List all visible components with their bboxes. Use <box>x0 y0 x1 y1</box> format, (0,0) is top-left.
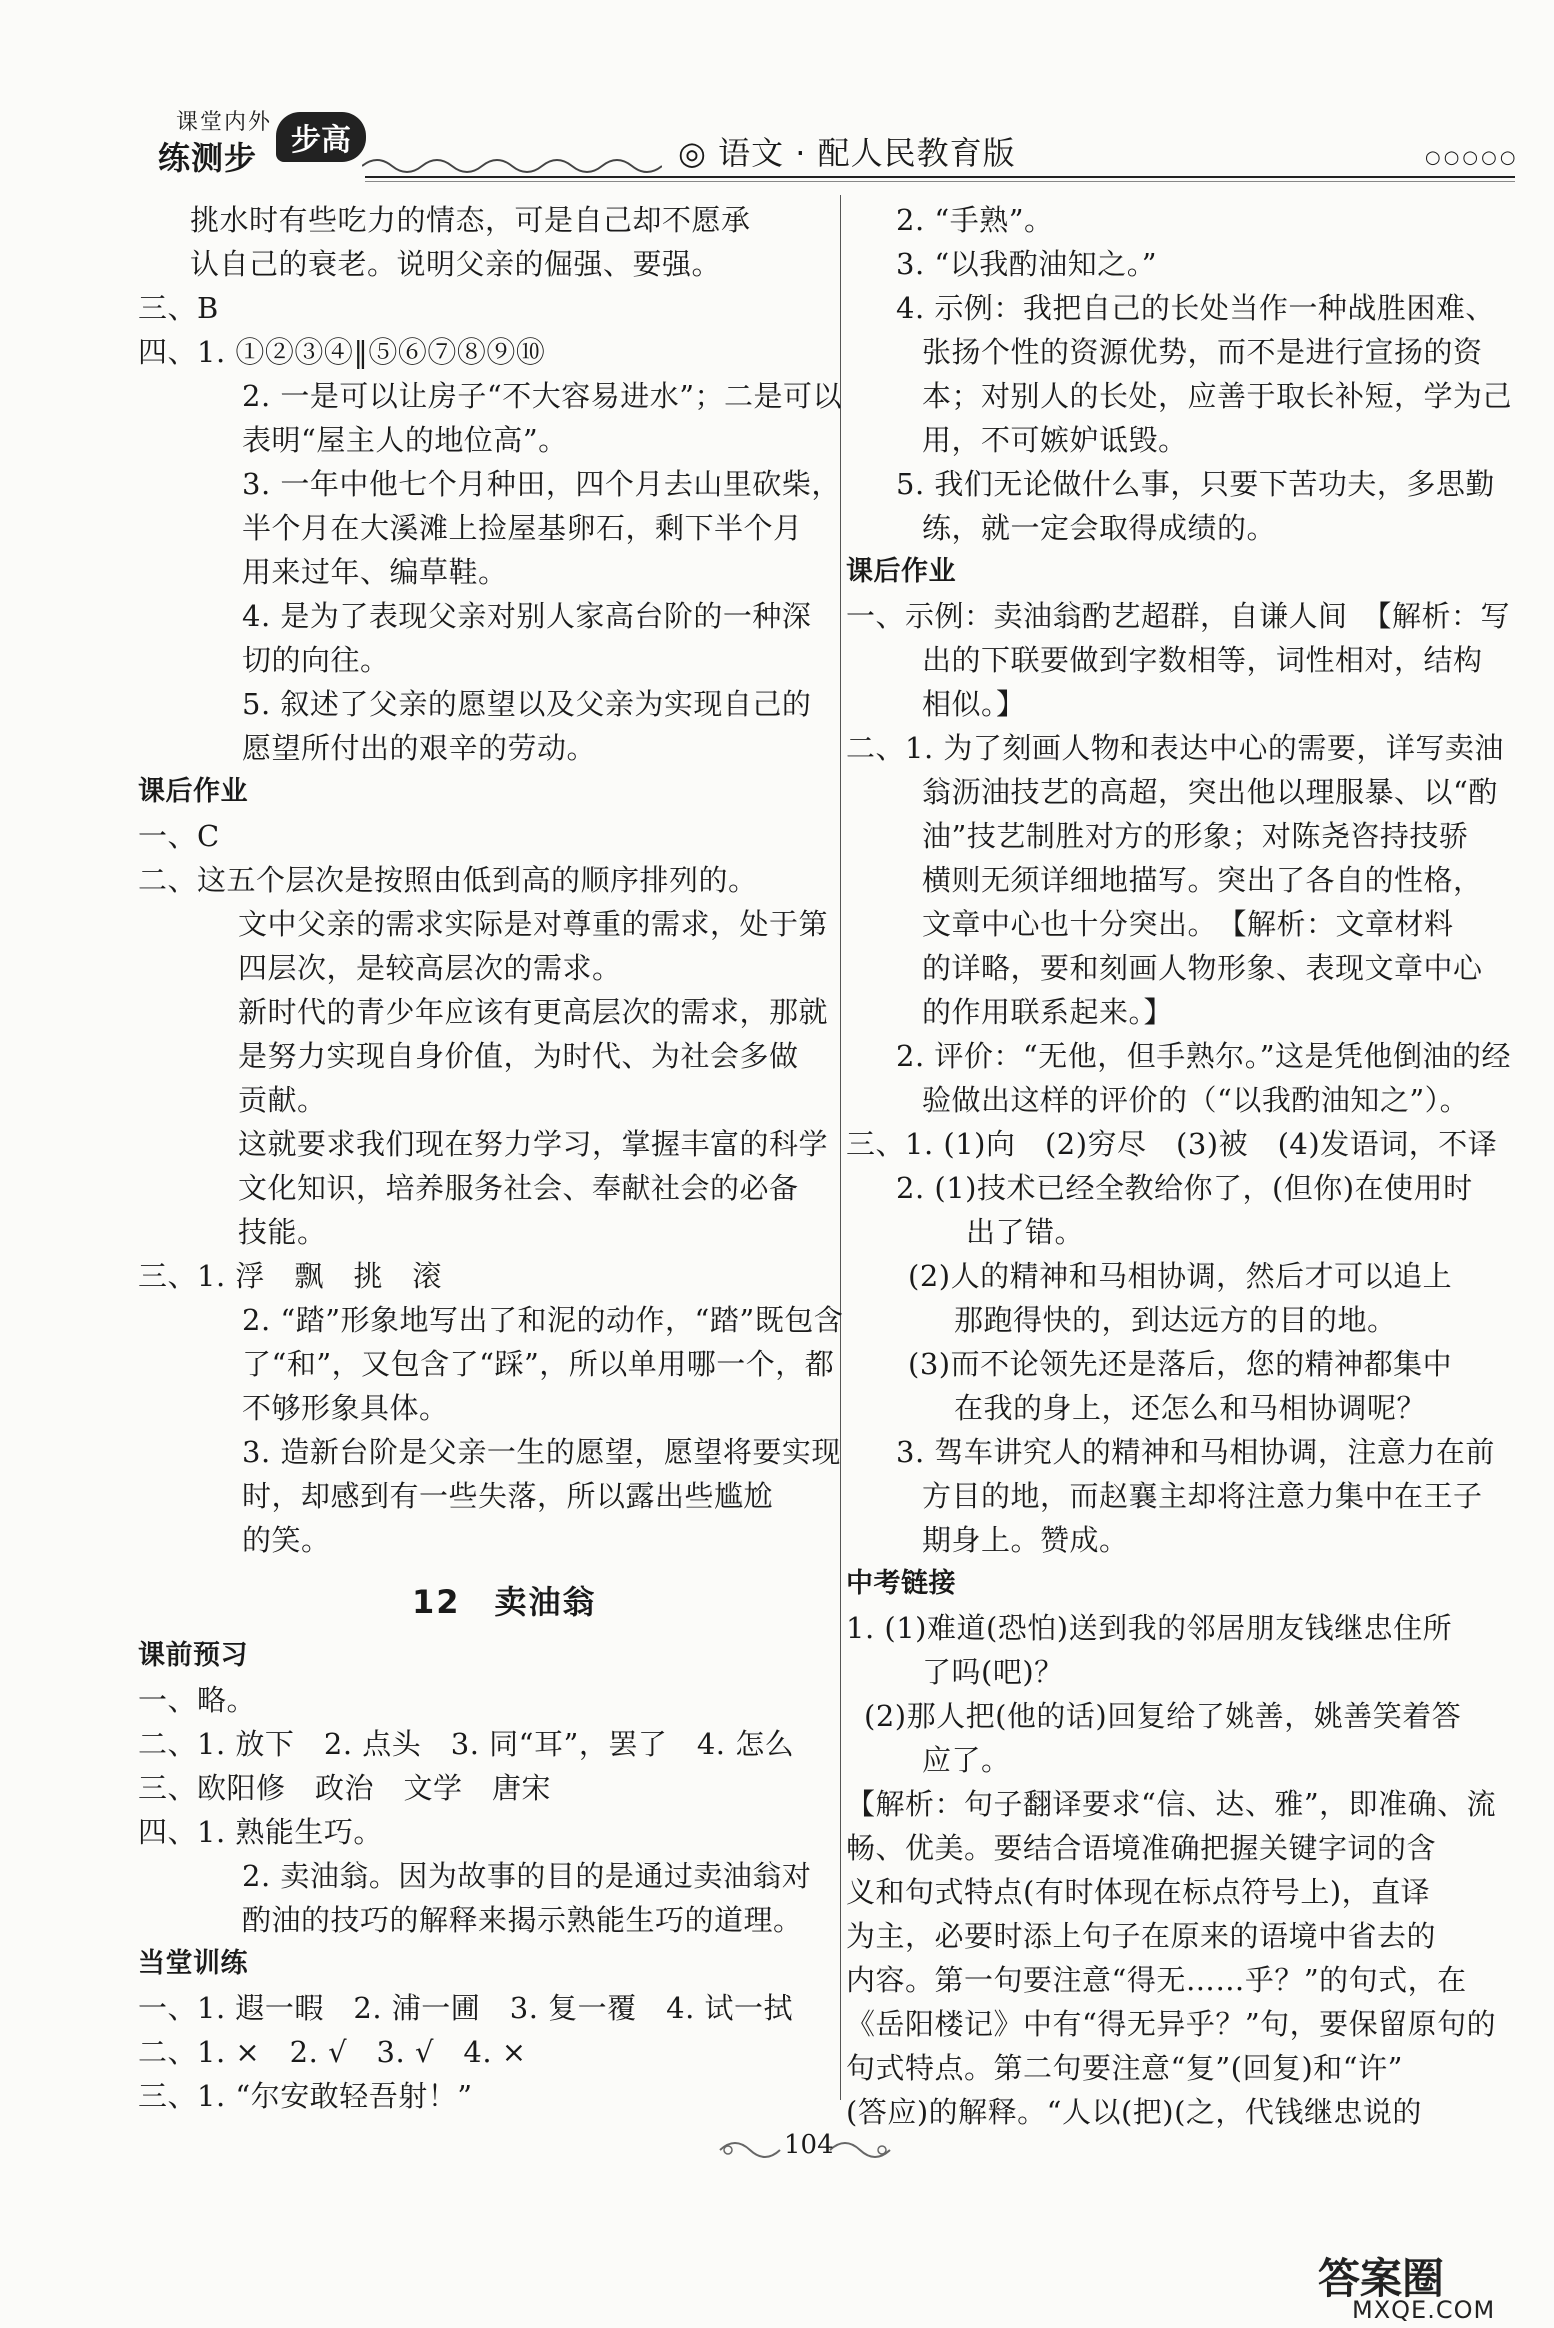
answer-item: 4. 示例：我把自己的长处当作一种战胜困难、 <box>896 291 1495 325</box>
brand-subtitle: 课堂内外 <box>176 110 273 135</box>
text-line: 出的下联要做到字数相等，词性相对，结构 <box>922 643 1483 677</box>
text-line: 期身上。赞成。 <box>922 1523 1129 1557</box>
answer-item: 2. 一是可以让房子“不大容易进水”；二是可以 <box>242 379 843 413</box>
analysis-text: 《岳阳楼记》中有“得无异乎？”句，要保留原句的 <box>846 2007 1497 2041</box>
section-heading: 课后作业 <box>846 556 956 587</box>
answer-item: 2. (1)技术已经全教给你了，(但你)在使用时 <box>896 1171 1473 1205</box>
section-heading: 课前预习 <box>138 1640 248 1671</box>
analysis-text: 畅、优美。要结合语境准确把握关键字词的含 <box>846 1831 1437 1865</box>
analysis-text: 义和句式特点(有时体现在标点符号上)，直译 <box>846 1875 1431 1909</box>
text-line: 翁沥油技艺的高超，突出他以理服暴、以“酌 <box>922 775 1498 809</box>
answer-item: 三、B <box>138 291 219 325</box>
answer-item: 2. 卖油翁。因为故事的目的是通过卖油翁对 <box>242 1859 812 1893</box>
answer-item: 三、1. 浮 飘 挑 滚 <box>138 1259 442 1293</box>
text-line: 本；对别人的长处，应善于取长补短，学为己 <box>922 379 1513 413</box>
text-line: 相似。】 <box>922 687 1026 721</box>
text-line: 挑水时有些吃力的情态，可是自己却不愿承 <box>190 203 751 237</box>
answer-item: 四、1. ①②③④‖⑤⑥⑦⑧⑨⑩ <box>138 335 546 369</box>
answer-item: 5. 我们无论做什么事，只要下苦功夫，多思勤 <box>896 467 1495 501</box>
text-line: 文中父亲的需求实际是对尊重的需求，处于第 <box>238 907 829 941</box>
text-line: 那跑得快的，到达远方的目的地。 <box>954 1303 1397 1337</box>
text-line: 了吗(吧)？ <box>922 1655 1064 1689</box>
text-line: 的笑。 <box>242 1523 331 1557</box>
header-rule-thin <box>365 181 1515 182</box>
text-line: 用来过年、编草鞋。 <box>242 555 508 589</box>
answer-item: 3. “以我酌油知之。” <box>896 247 1158 281</box>
answer-item: 3. 造新台阶是父亲一生的愿望，愿望将要实现 <box>242 1435 841 1469</box>
text-line: 的作用联系起来。】 <box>922 995 1174 1029</box>
text-line: 了“和”，又包含了“踩”，所以单用哪一个，都 <box>242 1347 835 1381</box>
text-line: 切的向往。 <box>242 643 390 677</box>
text-line: 文化知识，培养服务社会、奉献社会的必备 <box>238 1171 799 1205</box>
section-heading: 当堂训练 <box>138 1948 248 1979</box>
brand-logo-text: 练测步 <box>158 139 258 177</box>
answer-item: 3. 驾车讲究人的精神和马相协调，注意力在前 <box>896 1435 1495 1469</box>
text-line: 表明“屋主人的地位高”。 <box>242 423 568 457</box>
answer-item: 三、欧阳修 政治 文学 唐宋 <box>138 1771 552 1805</box>
answer-item: 3. 一年中他七个月种田，四个月去山里砍柴， <box>242 467 841 501</box>
text-line: 是努力实现自身价值，为时代、为社会多做 <box>238 1039 799 1073</box>
analysis-text: 为主，必要时添上句子在原来的语境中省去的 <box>846 1919 1437 1953</box>
header-dots: ○○○○○ <box>1425 147 1519 168</box>
text-line: 酌油的技巧的解释来揭示熟能生巧的道理。 <box>242 1903 803 1937</box>
text-line: 验做出这样的评价的（“以我酌油知之”）。 <box>922 1083 1470 1117</box>
section-heading: 课后作业 <box>138 776 248 807</box>
answer-item: 三、1. “尔安敢轻吾射！” <box>138 2079 473 2113</box>
page-number: 104 <box>784 2130 834 2160</box>
wave-decoration-icon <box>362 150 662 174</box>
answer-item: 2. “踏”形象地写出了和泥的动作，“踏”既包含 <box>242 1303 844 1337</box>
answer-item: 二、1. 放下 2. 点头 3. 同“耳”，罢了 4. 怎么 <box>138 1727 795 1761</box>
text-line: 方目的地，而赵襄主却将注意力集中在王子 <box>922 1479 1483 1513</box>
text-line: 应了。 <box>922 1743 1011 1777</box>
text-line: 文章中心也十分突出。 【解析：文章材料 <box>922 907 1454 941</box>
text-line: 半个月在大溪滩上捡屋基卵石，剩下半个月 <box>242 511 803 545</box>
book-title: ◎ 语文 · 配人民教育版 <box>678 134 1016 172</box>
answer-item: 三、1. (1)向 (2)穷尽 (3)被 (4)发语词，不译 <box>846 1127 1498 1161</box>
text-line: 横则无须详细地描写。突出了各自的性格， <box>922 863 1483 897</box>
watermark-url: MXQE.COM <box>1352 2296 1496 2324</box>
text-line: 时，却感到有一些失落，所以露出些尴尬 <box>242 1479 774 1513</box>
text-line: 在我的身上，还怎么和马相协调呢？ <box>954 1391 1427 1425</box>
text-line: 油”技艺制胜对方的形象；对陈尧咨持技骄 <box>922 819 1469 853</box>
answer-item: 一、示例：卖油翁酌艺超群，自谦人间 【解析：写 <box>846 599 1511 633</box>
section-heading: 中考链接 <box>846 1568 956 1599</box>
answer-item: 二、这五个层次是按照由低到高的顺序排列的。 <box>138 863 758 897</box>
answer-item: 二、1. × 2. √ 3. √ 4. × <box>138 2035 527 2069</box>
text-line: 用，不可嫉妒诋毁。 <box>922 423 1188 457</box>
answer-item: (2)人的精神和马相协调，然后才可以追上 <box>908 1259 1453 1293</box>
answer-item: 4. 是为了表现父亲对别人家高台阶的一种深 <box>242 599 812 633</box>
answer-item: 1. (1)难道(恐怕)送到我的邻居朋友钱继忠住所 <box>846 1611 1453 1645</box>
text-line: 贡献。 <box>238 1083 327 1117</box>
header-rule <box>365 176 1515 178</box>
answer-item: 5. 叙述了父亲的愿望以及父亲为实现自己的 <box>242 687 812 721</box>
answer-item: 四、1. 熟能生巧。 <box>138 1815 383 1849</box>
text-line: 不够形象具体。 <box>242 1391 449 1425</box>
text-line: 技能。 <box>238 1215 327 1249</box>
answer-item: 一、1. 遐一暇 2. 浦一圃 3. 复一覆 4. 试一拭 <box>138 1991 794 2025</box>
analysis-text: 【解析：句子翻译要求“信、达、雅”，即准确、流 <box>846 1787 1497 1821</box>
text-line: 的详略，要和刻画人物形象、表现文章中心 <box>922 951 1483 985</box>
analysis-text: 句式特点。第二句要注意“复”(回复)和“许” <box>846 2051 1403 2085</box>
answer-item: 一、略。 <box>138 1683 257 1717</box>
text-line: 愿望所付出的艰辛的劳动。 <box>242 731 597 765</box>
answer-item: (3)而不论领先还是落后，您的精神都集中 <box>908 1347 1453 1381</box>
text-line: 认自己的衰老。说明父亲的倔强、要强。 <box>190 247 722 281</box>
answer-item: (2)那人把(他的话)回复给了姚善，姚善笑着答 <box>864 1699 1462 1733</box>
text-line: 新时代的青少年应该有更高层次的需求，那就 <box>238 995 829 1029</box>
text-line: 出了错。 <box>966 1215 1085 1249</box>
chapter-title: 12 卖油翁 <box>412 1583 597 1621</box>
answer-item: 2. “手熟”。 <box>896 203 1054 237</box>
text-line: 四层次，是较高层次的需求。 <box>238 951 622 985</box>
analysis-text: (答应)的解释。“人以(把)(之，代钱继忠说的 <box>846 2095 1422 2129</box>
answer-item: 一、C <box>138 819 220 853</box>
analysis-text: 内容。第一句要注意“得无……乎？”的句式，在 <box>846 1963 1467 1997</box>
text-line: 练，就一定会取得成绩的。 <box>922 511 1277 545</box>
text-line: 这就要求我们现在努力学习，掌握丰富的科学 <box>238 1127 829 1161</box>
page-header <box>0 0 1554 200</box>
answer-item: 2. 评价：“无他，但手熟尔。”这是凭他倒油的经 <box>896 1039 1512 1073</box>
watermark-logo: 答案圈 <box>1318 2254 1445 2303</box>
brand-badge: 步高 <box>276 112 366 162</box>
text-line: 张扬个性的资源优势，而不是进行宣扬的资 <box>922 335 1483 369</box>
answer-item: 二、1. 为了刻画人物和表达中心的需要，详写卖油 <box>846 731 1504 765</box>
